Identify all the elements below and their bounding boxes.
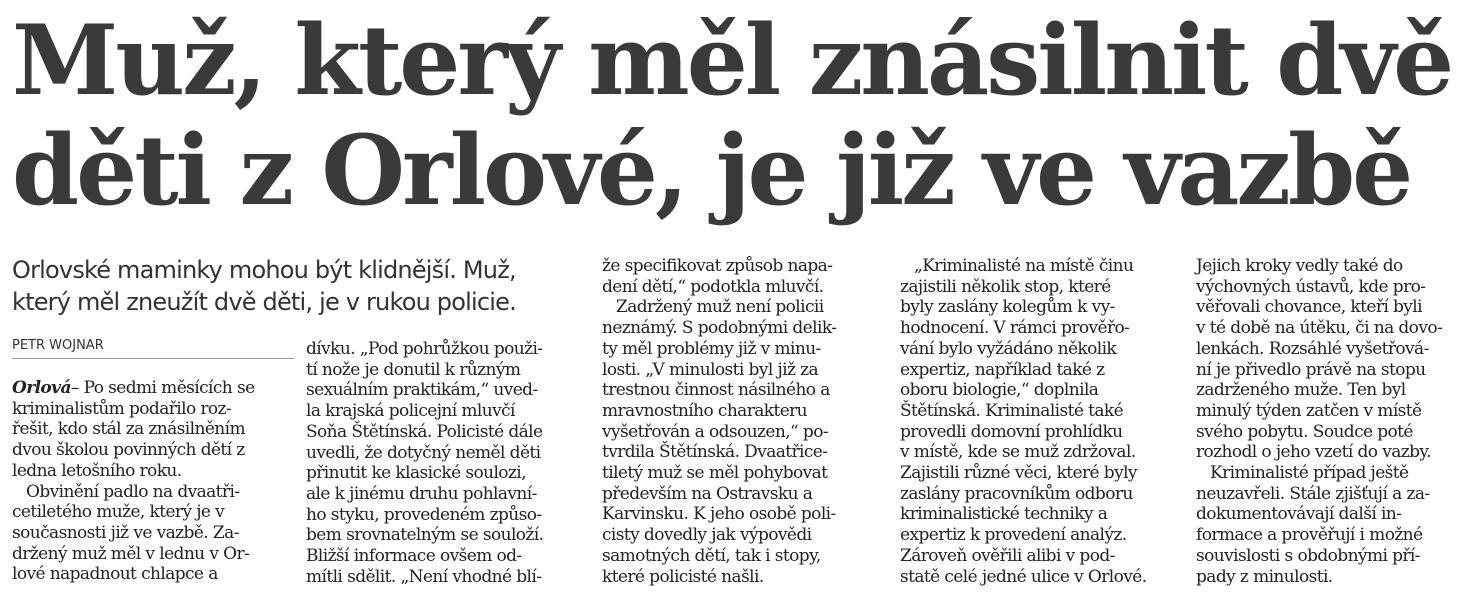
- article-column-3: [602, 256, 836, 587]
- column-line: současnosti již ve vazbě. Za-: [12, 522, 239, 543]
- column-line: tiletý muž se měl pohybovat: [602, 463, 828, 484]
- column-line: dokumentovávají další in-: [1196, 504, 1402, 525]
- column-line: Karvinsku. K jeho osobě poli-: [602, 504, 836, 525]
- column-line: souvislosti s obdobnými pří-: [1196, 545, 1420, 566]
- column-line: sexuálním praktikám,“ uved-: [306, 380, 538, 401]
- column-line: byly zaslány kolegům k vy-: [900, 297, 1115, 318]
- column-line: neuzavřeli. Stále zjišťují a za-: [1196, 483, 1430, 504]
- column-line: ho styku, provedeném způso-: [306, 504, 542, 525]
- column-line: Zadržený muž není policii: [616, 297, 824, 318]
- column-line: v místě, kde se muž zdržoval.: [900, 442, 1136, 463]
- column-line: Kriminalisté případ ještě: [1210, 463, 1409, 484]
- column-line: vání bylo vyžádáno několik: [900, 338, 1117, 359]
- column-line: zaslány pracovníkům odboru: [900, 483, 1133, 504]
- column-line: v té době na útěku, či na dovo-: [1196, 318, 1443, 339]
- column-line: přinutit ke klasické soulozi,: [306, 463, 526, 484]
- column-line: Zároveň ověřili alibi v pod-: [900, 545, 1115, 566]
- column-line: pady z minulosti.: [1196, 566, 1333, 587]
- headline-line: Muž, který měl znásilnit dvě: [12, 4, 1452, 117]
- column-line: tí nože je donutil k různým: [306, 359, 521, 380]
- column-line: neznámý. S podobnými delik-: [602, 318, 837, 339]
- column-line: la krajská policejní mluvčí: [306, 401, 515, 422]
- column-line: rozhodl o jeho vzetí do vazby.: [1196, 442, 1431, 463]
- column-line: výchovných ústavů, kde pro-: [1196, 276, 1426, 297]
- column-line: ale k jinému druhu pohlavní-: [306, 483, 537, 504]
- column-line: držený muž měl v lednu v Or-: [12, 543, 250, 564]
- dateline: Orlová: [12, 378, 71, 398]
- column-line: hodnocení. V rámci prověřo-: [900, 318, 1130, 339]
- column-line: mravnostního charakteru: [602, 400, 808, 421]
- column-line: věřovali chovance, kteří byli: [1196, 297, 1422, 318]
- lead-paragraph: [12, 254, 592, 318]
- column-line: kriminalistické techniky a: [900, 504, 1108, 525]
- column-line: Bližší informace ovšem od-: [306, 546, 522, 567]
- column-line: ty měl problémy již v minu-: [602, 338, 821, 359]
- column-line: dvou školou povinných dětí z: [12, 440, 245, 461]
- author-byline: PETR WOJNAR: [12, 338, 294, 359]
- column-line: expertiz, například také z: [900, 359, 1105, 380]
- article-column-4: [900, 256, 1147, 587]
- column-line: statě celé jedné ulice v Orlové.: [900, 566, 1147, 587]
- column-line: cisty dovedly jak výpovědi: [602, 525, 812, 546]
- column-line: tvrdila Štětínská. Dvaatřice-: [602, 442, 828, 463]
- column-line: minulý týden zatčen v místě: [1196, 400, 1422, 421]
- column-line: Obvinění padlo na dvaatři-: [26, 481, 240, 502]
- column-line: samotných dětí, tak i stopy,: [602, 545, 821, 566]
- column-line-text: – Po sedmi měsících se: [70, 378, 255, 398]
- column-line: lenkách. Rozsáhlé vyšetřová-: [1196, 338, 1429, 359]
- column-line: „Kriminalisté na místě činu: [914, 256, 1134, 276]
- column-line: dívku. „Pod pohrůžkou použi-: [306, 339, 543, 359]
- article-column-2: [306, 339, 543, 587]
- lead-line: který měl zneužít dvě děti, je v rukou policie.: [12, 288, 516, 316]
- column-line: losti. „V minulosti byl již za: [602, 359, 819, 380]
- column-line: především na Ostravsku a: [602, 483, 813, 504]
- headline-line: děti z Orlové, je již ve vazbě: [12, 114, 1411, 227]
- column-line: [12, 378, 255, 399]
- column-line: Štětínská. Kriminalisté také: [900, 400, 1124, 421]
- column-line: ní je přivedlo právě na stopu: [1196, 359, 1426, 380]
- column-line: Jejich kroky vedly také do: [1196, 256, 1403, 276]
- column-line: uvedli, že dotyčný neměl děti: [306, 442, 541, 463]
- column-line: Soňa Štětínská. Policisté dále: [306, 421, 543, 442]
- column-line: že specifikovat způsob napa-: [602, 256, 833, 276]
- column-line: zadrženého muže. Ten byl: [1196, 380, 1406, 401]
- column-line: vyšetřován a odsouzen,“ po-: [602, 421, 828, 442]
- column-line: trestnou činnost násilného a: [602, 380, 830, 401]
- column-line: dení dětí,“ podotkla mluvčí.: [602, 276, 824, 297]
- column-line: mítli sdělit. „Není vhodné blí-: [306, 566, 542, 587]
- column-line: zajistili několik stop, které: [900, 276, 1111, 297]
- column-line: Zajistili různé věci, které byly: [900, 463, 1137, 484]
- column-line: provedli domovní prohlídku: [900, 421, 1123, 442]
- column-line: lové napadnout chlapce a: [12, 564, 218, 585]
- column-line: ledna letošního roku.: [12, 460, 182, 481]
- column-line: kriminalistům podařilo roz-: [12, 398, 232, 419]
- column-line: bem srovnatelným se souloží.: [306, 525, 544, 546]
- article-column-1: [12, 378, 255, 585]
- column-line: oboru biologie,“ doplnila: [900, 380, 1099, 401]
- lead-line: Orlovské maminky mohou být klidnější. Muž,: [12, 256, 516, 284]
- headline: [12, 6, 1472, 226]
- column-line: cetiletého muže, který je v: [12, 502, 225, 523]
- column-line: které policisté našli.: [602, 566, 764, 587]
- column-line: svého pobytu. Soudce poté: [1196, 421, 1413, 442]
- column-line: formace a prověřují i možné: [1196, 525, 1423, 546]
- column-line: řešit, kdo stál za znásilněním: [12, 419, 245, 440]
- article-column-5: [1196, 256, 1442, 587]
- column-line: expertiz k provedení analýz.: [900, 525, 1127, 546]
